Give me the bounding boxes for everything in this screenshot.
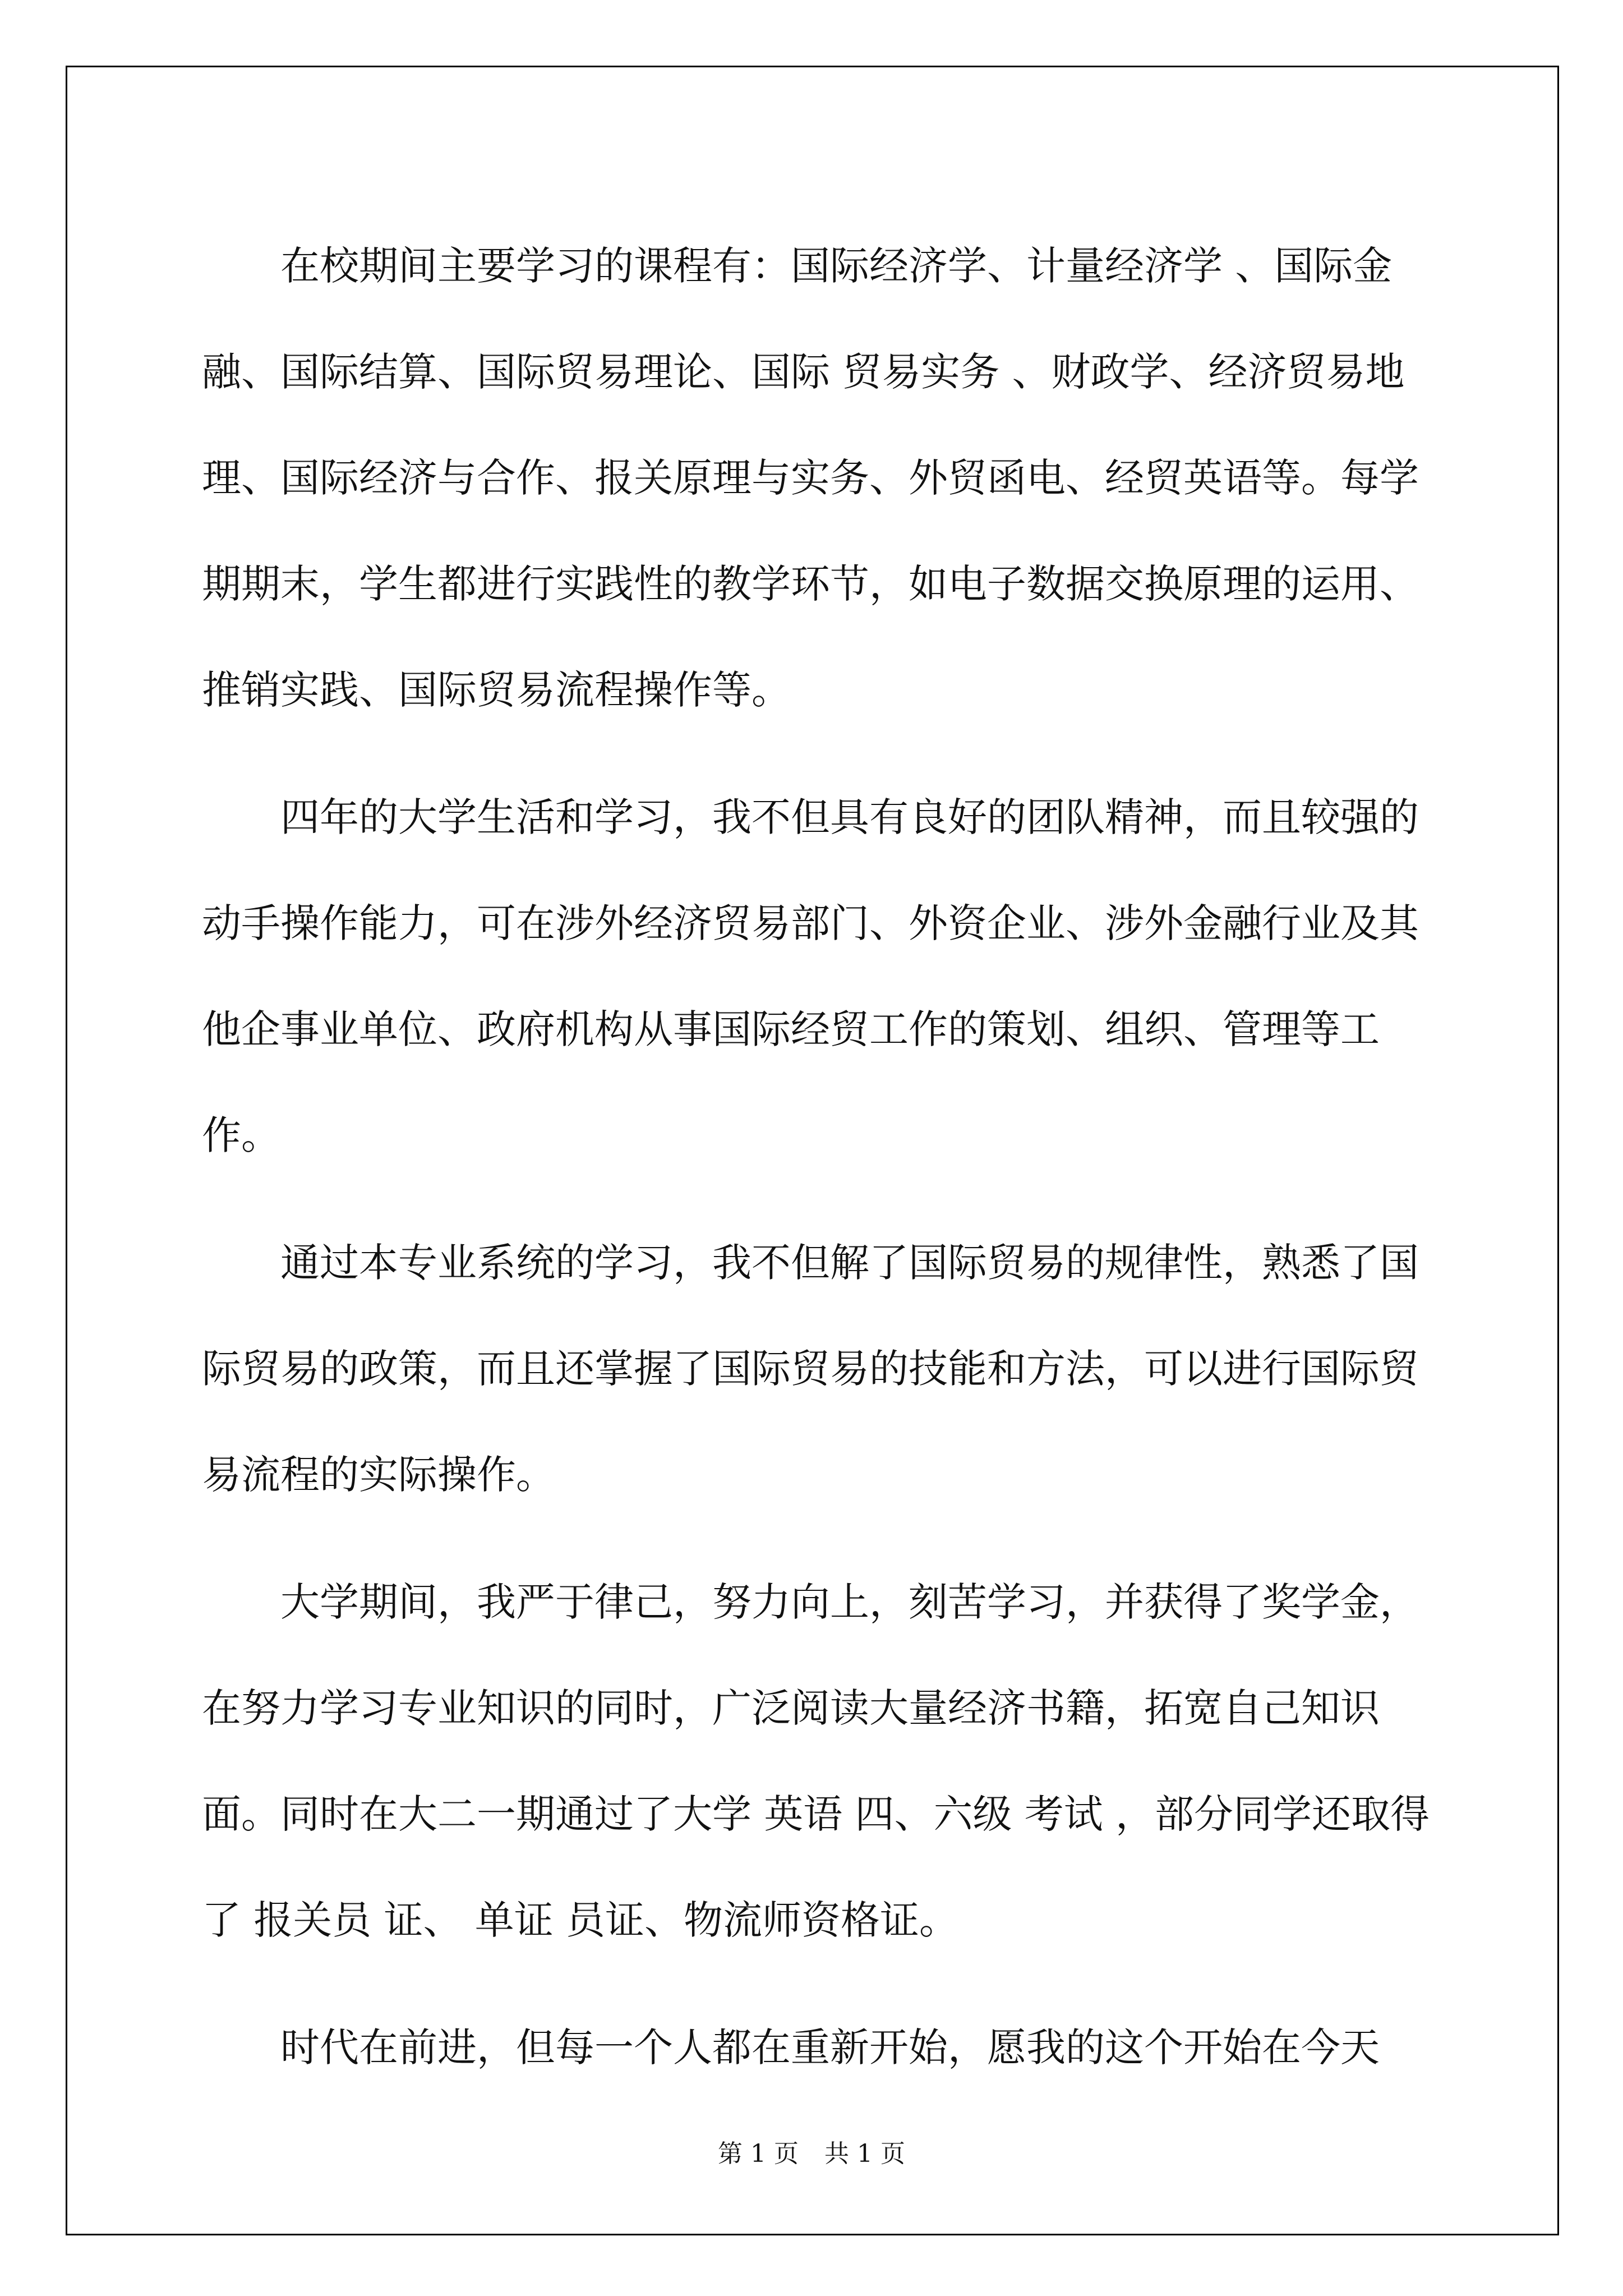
paragraph-achievements: 大学期间，我严于律己，努力向上，刻苦学习，并获得了奖学金，在努力学习专业知识的同时，广泛阅读大量经济书籍，拓宽自己知识面。同时在大二一期通过了大学 英语 四、六级 考试 ，部分同学还取得了 报关员 证、 单证 员证、物流师资格证。 xyxy=(202,1579,1430,1943)
paragraph-closing: 时代在前进，但每一个人都在重新开始，愿我的这个开始在今天 xyxy=(280,2024,1380,2070)
page-total: 共 1 页 xyxy=(824,2139,905,2168)
paragraph-trade-skills: 通过本专业系统的学习，我不但解了国际贸易的规律性，熟悉了国际贸易的政策，而且还掌握了国际贸易的技能和方法，可以进行国际贸易流程的实际操作。 xyxy=(202,1240,1419,1498)
page-footer xyxy=(0,2137,1623,2171)
document-body xyxy=(202,213,1436,2122)
page-number: 第 1 页 xyxy=(718,2139,799,2168)
paragraph-team-spirit: 四年的大学生活和学习，我不但具有良好的团队精神，而且较强的动手操作能力，可在涉外经济贸易部门、外资企业、涉外金融行业及其他企事业单位、政府机构从事国际经贸工作的策划、组织、管理等工作。 xyxy=(202,794,1419,1158)
paragraph-courses: 在校期间主要学习的课程有：国际经济学、计量经济学 、国际金融、国际结算、国际贸易理论、国际 贸易实务 、财政学、经济贸易地理、国际经济与合作、报关原理与实务、外贸函电、经贸英语等。每学期期末，学生都进行实践性的教学环节，如电子数据交换原理的运用、推销实践、国际贸易流程操作等。 xyxy=(202,243,1419,713)
